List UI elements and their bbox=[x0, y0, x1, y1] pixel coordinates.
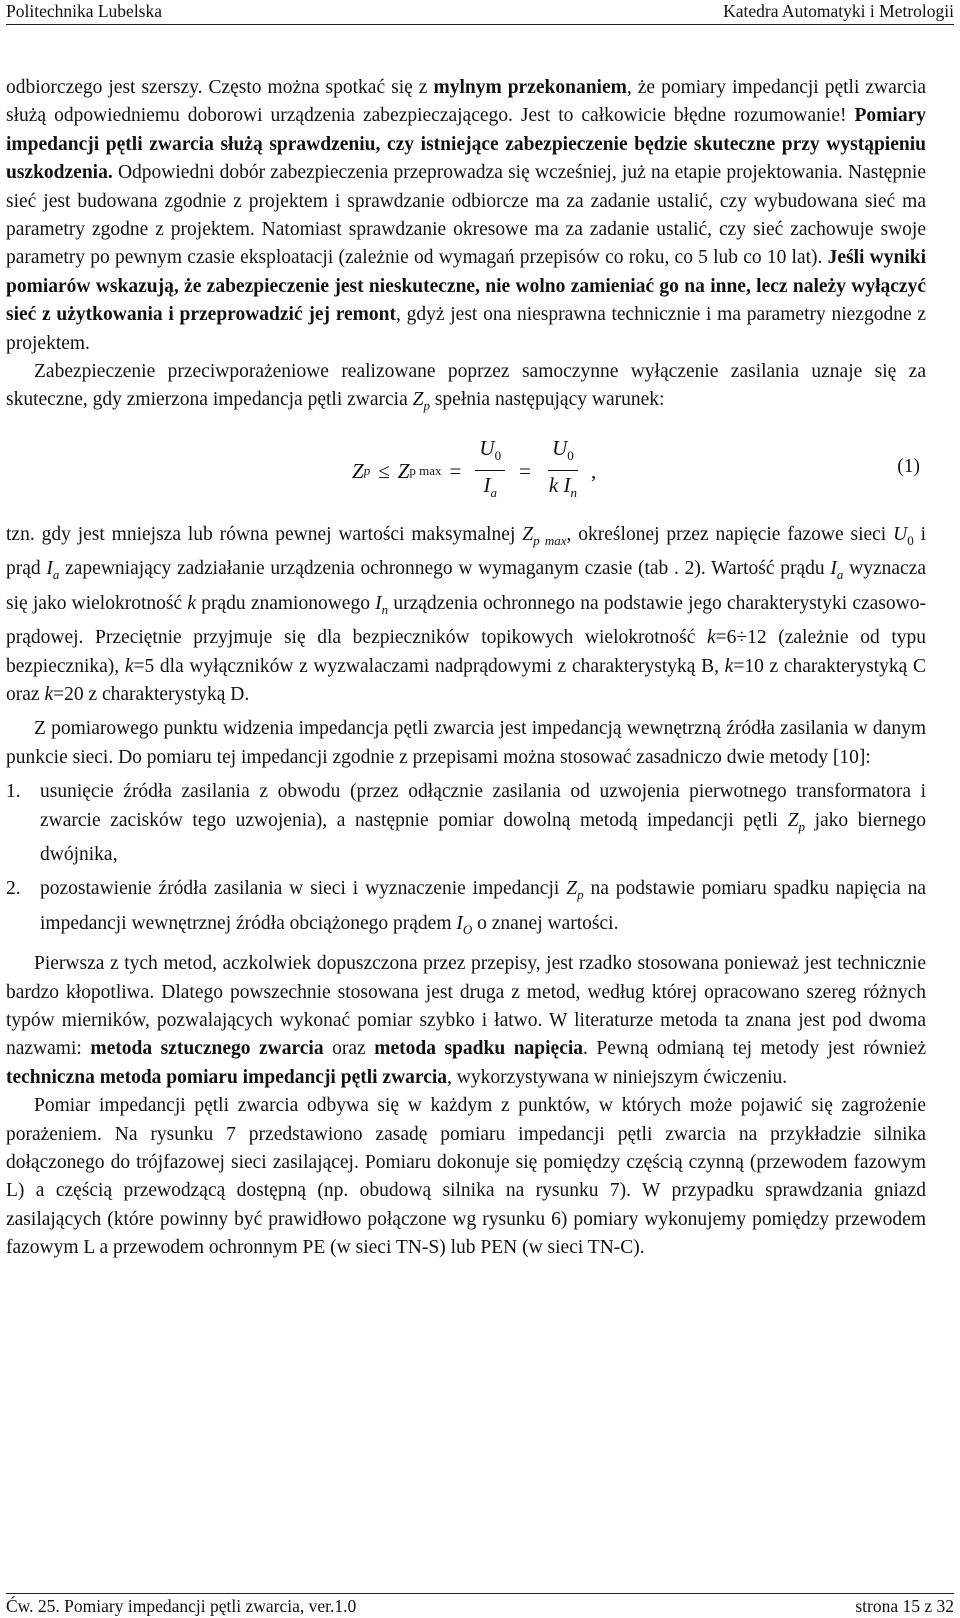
symbol: k bbox=[724, 655, 734, 677]
subscript: n bbox=[570, 485, 577, 501]
equation-1 bbox=[6, 425, 926, 521]
list-item-text bbox=[40, 778, 926, 869]
symbol: Z bbox=[352, 458, 364, 483]
bold-text: Jeśli wyniki pomiarów wskazują, że zabezpieczenie jest nieskuteczne, nie wolno zamieniać go na inne, lecz należy wyłączyć sieć z użytkowania i przeprowadzić jej remont bbox=[6, 247, 927, 326]
subscript: a bbox=[490, 485, 497, 501]
text: spełnia następujący warunek: bbox=[429, 389, 665, 411]
text: zapewniający zadziałanie urządzenia ochronnego w wymaganym czasie (tab . 2). Wartość prądu bbox=[59, 558, 831, 580]
header-institution: Politechnika Lubelska bbox=[6, 1, 163, 21]
symbol: Z bbox=[397, 458, 410, 483]
paragraph-6: Pomiar impedancji pętli zwarcia odbywa się w każdym z punktów, w których może pojawić się zagrożenie porażeniem. Na rysunku 7 przedstawiono zasadę pomiaru impedancji pętli zwarcia na przykładzie silnika dołączonego do trójfazowej sieci zasilającej. Pomiaru dokonuje się pomiędzy częścią czynną (przewodem fazowym L) a częścią przewodzącą dostępną (np. obudową silnika na rysunku 7). W przypadku sprawdzania gniazd zasilających (które powinny być prawidłowo połączone wg rysunku 6) pomiary wykonujemy pomiędzy przewodem fazowym L a przewodem ochronnym PE (w sieci TN-S) lub PEN (w sieci TN-C). bbox=[6, 1095, 926, 1259]
symbol: k bbox=[187, 592, 196, 614]
text: , określonej przez napięcie fazowe sieci bbox=[566, 523, 894, 545]
symbol: k bbox=[707, 627, 716, 649]
subscript: 0 bbox=[907, 532, 914, 548]
subscript: 0 bbox=[494, 448, 502, 464]
fraction bbox=[545, 435, 581, 506]
bold-text: metoda spadku napięcia bbox=[374, 1038, 584, 1060]
symbol: k bbox=[124, 655, 134, 677]
numerator bbox=[548, 435, 578, 471]
bold-text: Pomiary impedancji pętli zwarcia służą sprawdzeniu, czy istniejące zabezpieczenie będzie skuteczne przy wystąpieniu uszkodzenia. bbox=[6, 105, 926, 184]
subscript: a bbox=[836, 567, 844, 583]
symbol: Z bbox=[412, 389, 424, 411]
text: oraz bbox=[323, 1038, 375, 1060]
text: tzn. gdy jest mniejsza lub równa pewnej wartości maksymalnej bbox=[6, 523, 523, 545]
bold-text: metoda sztucznego zwarcia bbox=[90, 1038, 324, 1060]
bold-text: techniczna metoda pomiaru impedancji pętli zwarcia bbox=[6, 1066, 448, 1088]
text: Pierwsza z tych metod, aczkolwiek dopuszczona przez przepisy, jest rzadko stosowana ponieważ jest technicznie bardzo kłopotliwa. Dlatego powszechnie stosowana jest druga z metod, według której opracowano szereg różnych typów mierników, pozwalających wykonać pomiar szybko i łatwo. W literaturze metoda ta znana jest pod dwoma nazwami: bbox=[6, 953, 926, 1060]
symbol: U bbox=[552, 436, 568, 461]
bold-text: mylnym przekonaniem bbox=[433, 77, 627, 98]
text: Odpowiedni dobór zabezpieczenia przeprowadza się wcześniej, już na etapie projektowania. Następnie sieć jest budowana zgodnie z projektem i sprawdzanie odbiorcze ma za zadanie ustalić, czy wybudowana sieć ma parametry zgodne z projektem. Natomiast sprawdzanie okresowe ma za zadanie ustalić, czy sieć zachowuje swoje parametry po pewnym czasie eksploatacji (zależnie od wymagań przepisów co roku, co 5 lub co 10 lat). bbox=[6, 162, 926, 269]
text: na podstawie pomiaru spadku napięcia na impedancji wewnętrznej źródła obciążonego prądem bbox=[40, 878, 926, 934]
symbol: k bbox=[44, 683, 54, 705]
fraction bbox=[475, 435, 505, 506]
text: odbiorczego jest szerszy. Często można spotkać się z bbox=[6, 77, 434, 98]
paragraph-5 bbox=[6, 950, 926, 1092]
text: usunięcie źródła zasilania z obwodu (przez odłącznie zasilania od uzwojenia pierwotnego transformatora i zwarcie zacisków tego uzwojenia), a następnie pomiar dowolną metodą impedancji pętli bbox=[40, 781, 926, 831]
footer-page-number: strona 15 z 32 bbox=[855, 1596, 954, 1616]
text: urządzenia ochronnego na podstawie jego charakterystyki czasowo-prądowej. Przeciętnie przyjmuje się dla bezpieczników topikowych wielokrotność bbox=[6, 592, 926, 649]
equation-body bbox=[352, 431, 596, 511]
paragraph-3 bbox=[6, 521, 926, 709]
text: , że pomiary impedancji pętli zwarcia służą odpowiedniemu doborowi urządzenia zabezpieczającego. Jest to całkowicie błędne rozumowanie! bbox=[6, 77, 926, 127]
symbol: I bbox=[375, 592, 382, 614]
text: =20 z charakterystyką D. bbox=[53, 683, 250, 705]
punctuation: , bbox=[590, 458, 597, 483]
subscript: n bbox=[381, 601, 389, 617]
text: pozostawienie źródła zasilania w sieci i wyznaczenie impedancji bbox=[40, 878, 567, 900]
text: jako biernego dwójnika, bbox=[40, 809, 926, 865]
denominator bbox=[545, 471, 581, 506]
subscript: a bbox=[52, 567, 60, 583]
symbol: I bbox=[46, 558, 53, 580]
subscript: O bbox=[462, 921, 473, 937]
text: o znanej wartości. bbox=[472, 912, 619, 934]
equation-number: (1) bbox=[897, 455, 920, 477]
symbol: k bbox=[548, 473, 559, 498]
text: prądu znamionowego bbox=[196, 592, 376, 614]
subscript: p bbox=[423, 398, 430, 414]
symbol: I bbox=[563, 473, 571, 498]
subscript: p bbox=[577, 887, 584, 903]
paragraph-2 bbox=[6, 358, 926, 421]
subscript: 0 bbox=[567, 448, 574, 464]
symbol: U bbox=[479, 436, 495, 461]
page-header bbox=[6, 0, 954, 25]
footer-exercise-title: Ćw. 25. Pomiary impedancji pętli zwarcia, ver.1.0 bbox=[6, 1596, 357, 1616]
text: i prąd bbox=[6, 523, 927, 580]
list-marker: 1. bbox=[6, 781, 21, 803]
numerator bbox=[475, 435, 505, 471]
symbol: Z bbox=[522, 523, 534, 545]
text: =6÷12 (zależnie od typu bezpiecznika), bbox=[6, 627, 926, 677]
symbol: Z bbox=[787, 809, 799, 831]
list-item-text bbox=[40, 875, 926, 944]
operator: ≤ bbox=[378, 458, 390, 483]
symbol: I bbox=[456, 912, 463, 934]
paragraph-4: Z pomiarowego punktu widzenia impedancja pętli zwarcia jest impedancją wewnętrzną źródła zasilania w danym punkcie sieci. Do pomiaru tej impedancji zgodnie z przepisami można stosować zasadniczo dwie metody [10]: bbox=[6, 718, 926, 768]
subscript: p bbox=[363, 462, 371, 478]
list-item-1 bbox=[6, 778, 926, 869]
symbol: I bbox=[483, 473, 491, 498]
text: =10 z charakterystyką C oraz bbox=[6, 655, 926, 705]
subscript: p bbox=[798, 818, 805, 834]
page-footer bbox=[6, 1593, 954, 1618]
text: Zabezpieczenie przeciwporażeniowe realizowane poprzez samoczynne wyłączenie zasilania uznaje się za skuteczne, gdy zmierzona impedancja pętli zwarcia bbox=[6, 361, 926, 411]
symbol: Z bbox=[566, 878, 578, 900]
text: . Pewną odmianą tej metody jest również bbox=[583, 1038, 926, 1060]
text: =5 dla wyłączników z wyzwalaczami nadprądowymi z charakterystyką B, bbox=[133, 655, 725, 677]
operator: = bbox=[449, 458, 462, 483]
page-content bbox=[6, 74, 926, 1263]
header-department: Katedra Automatyki i Metrologii bbox=[723, 1, 954, 21]
symbol: U bbox=[893, 523, 908, 545]
denominator bbox=[479, 471, 501, 506]
paragraph-1 bbox=[6, 74, 926, 358]
operator: = bbox=[519, 458, 531, 483]
text: , gdyż jest ona niesprawna technicznie i ma parametry niezgodne z projektem. bbox=[6, 304, 926, 354]
list-marker: 2. bbox=[6, 878, 21, 900]
subscript: p max bbox=[533, 532, 567, 548]
list-item-2 bbox=[6, 875, 926, 944]
symbol: I bbox=[830, 558, 837, 580]
text: wyznacza się jako wielokrotność bbox=[6, 558, 926, 614]
text: , wykorzystywana w niniejszym ćwiczeniu. bbox=[447, 1066, 788, 1088]
subscript: p max bbox=[409, 462, 442, 478]
